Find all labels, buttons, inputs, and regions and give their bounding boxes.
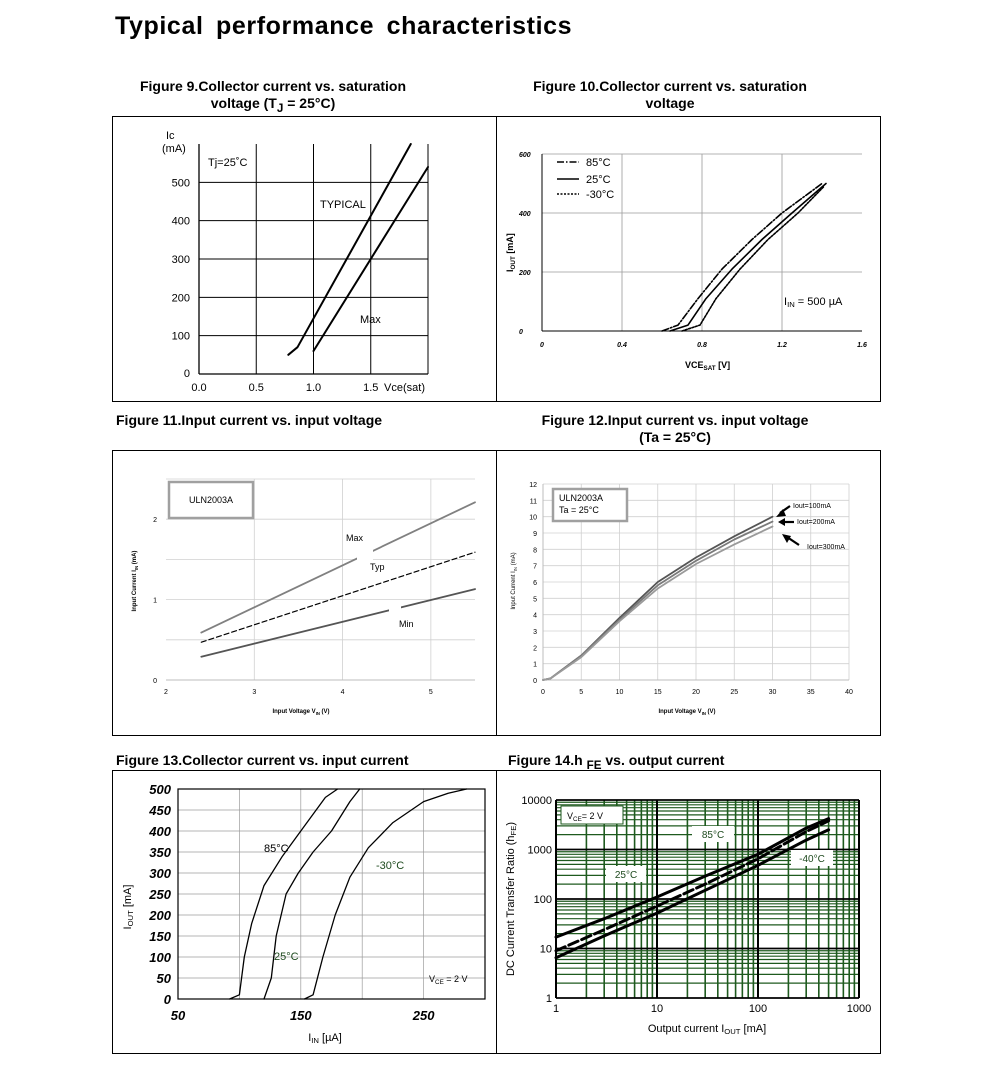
fig11-label-mask-max bbox=[357, 544, 373, 560]
fig14-ytick-label-3: 1000 bbox=[527, 844, 552, 857]
figure-9-title-line1: Figure 9.Collector current vs. saturation bbox=[139, 78, 407, 94]
fig12-ytick-label-3: 3 bbox=[533, 629, 537, 636]
fig13-ytick-label-8: 400 bbox=[149, 824, 171, 839]
fig14-label-neg40: -40°C bbox=[799, 854, 825, 865]
fig12-xtick-label-1: 5 bbox=[579, 689, 584, 696]
fig9-xtick-label-0: 0.0 bbox=[191, 382, 207, 394]
fig13-ytick-label-5: 250 bbox=[149, 887, 171, 902]
fig14-xtick-label-3: 1000 bbox=[846, 1003, 872, 1015]
fig10-legend-label-2: -30°C bbox=[586, 189, 615, 201]
fig12-ytick-label-0: 0 bbox=[533, 678, 537, 685]
fig11-label-max: Max bbox=[346, 533, 364, 543]
fig9-annotation: Tj=25˚C bbox=[208, 157, 248, 169]
fig11-series-typ bbox=[201, 552, 475, 642]
figure-12-title-line2: (Ta = 25°C) bbox=[639, 429, 711, 445]
fig13-label-85: 85°C bbox=[264, 843, 289, 855]
figure-13-title-line1: Figure 13.Collector current vs. input current bbox=[116, 752, 409, 768]
page-heading: Typical performance characteristics bbox=[115, 12, 573, 40]
fig13-ytick-label-1: 50 bbox=[156, 971, 171, 986]
fig11-ytick-label-2: 2 bbox=[153, 517, 157, 525]
fig11-xlabel: Input Voltage $V_{IN}$ (V) bbox=[272, 709, 330, 716]
fig9-ytick-label-1: 100 bbox=[171, 330, 190, 343]
figure-14-title-tail: vs. output current bbox=[601, 752, 725, 768]
fig12-ytick-label-12: 12 bbox=[529, 482, 537, 489]
fig11-ylabel: Input Current $I_{IN}$ (mA) bbox=[132, 550, 139, 612]
fig10-ylabel: $I_{OUT}$ [mA] bbox=[505, 233, 517, 272]
fig14-annotation: $V_{CE}= 2$ V bbox=[567, 811, 604, 823]
figure-12-title bbox=[500, 412, 850, 446]
fig13-xtick-label-2: 250 bbox=[412, 1008, 435, 1023]
fig13-ytick-label-2: 100 bbox=[149, 950, 171, 965]
fig12-xtick-label-5: 25 bbox=[730, 689, 739, 696]
fig10-xtick-label-2: 0.8 bbox=[697, 342, 707, 349]
fig11-xtick-label-1: 3 bbox=[252, 689, 257, 696]
fig10-series-0 bbox=[662, 184, 822, 332]
figure-11-title-line1: Figure 11.Input current vs. input voltage bbox=[116, 412, 383, 428]
fig12-ytick-label-10: 10 bbox=[529, 514, 537, 522]
fig13-ytick-label-9: 450 bbox=[149, 803, 171, 818]
fig12-ytick-label-5: 5 bbox=[533, 596, 537, 604]
figure-14-chart bbox=[497, 771, 880, 1053]
fig12-xtick-label-8: 40 bbox=[845, 689, 853, 696]
fig9-yunit: (mA) bbox=[162, 143, 186, 155]
fig13-xtick-label-0: 50 bbox=[170, 1008, 186, 1023]
fig10-xtick-label-1: 0.4 bbox=[617, 342, 627, 349]
fig12-ylabel: Input Current $I_{IN}$ (mA) bbox=[511, 552, 518, 610]
fig12-ytick-label-6: 6 bbox=[533, 580, 537, 587]
fig12-ytick-label-1: 1 bbox=[533, 661, 537, 669]
figure-9-title bbox=[112, 78, 434, 117]
fig13-xtick-label-1: 150 bbox=[289, 1008, 312, 1023]
fig9-ytick-label-4: 400 bbox=[171, 215, 190, 228]
fig9-label-typical: TYPICAL bbox=[320, 199, 366, 211]
fig14-label-25: 25°C bbox=[614, 870, 638, 881]
fig10-ytick-label-3: 600 bbox=[519, 152, 531, 159]
fig12-legend-box-line1: ULN2003A bbox=[559, 493, 604, 503]
fig14-ytick-label-0: 1 bbox=[545, 993, 552, 1005]
figure-14-title-text: Figure 14.h bbox=[508, 752, 583, 768]
fig9-ytick-label-3: 300 bbox=[171, 254, 190, 266]
fig12-series-label-2: Iout=300mA bbox=[807, 544, 845, 551]
figure-12-chart bbox=[497, 451, 880, 735]
fig9-xtick-label-1: 0.5 bbox=[248, 382, 264, 394]
figure-10-title-line1: Figure 10.Collector current vs. saturation bbox=[533, 78, 807, 94]
fig13-ytick-label-3: 150 bbox=[149, 929, 171, 944]
fig14-label-85: 85°C bbox=[701, 830, 725, 841]
fig9-xtick-label-3: 1.5 bbox=[363, 382, 379, 394]
fig13-ytick-label-10: 500 bbox=[149, 782, 171, 797]
fig12-xtick-label-2: 10 bbox=[615, 689, 624, 696]
fig9-series-typical bbox=[288, 144, 411, 355]
fig9-xlabel: Vce(sat) bbox=[384, 382, 425, 394]
fig14-xtick-label-1: 10 bbox=[650, 1003, 664, 1015]
figure-9-title-line2-tail: = 25°C) bbox=[283, 95, 336, 111]
fig10-xtick-label-0: 0 bbox=[540, 342, 544, 349]
fig12-xtick-label-4: 20 bbox=[692, 689, 700, 696]
fig10-ytick-label-0: 0 bbox=[519, 329, 523, 336]
fig9-ytick-label-0: 0 bbox=[183, 368, 190, 380]
fig12-ytick-label-9: 9 bbox=[533, 531, 537, 538]
fig12-ytick-label-8: 8 bbox=[533, 547, 537, 555]
fig13-label-25: 25°C bbox=[274, 951, 299, 963]
fig9-label-max: Max bbox=[360, 314, 381, 326]
fig14-xtick-label-0: 1 bbox=[552, 1003, 560, 1015]
figure-9-title-line2-text: voltage (T bbox=[210, 95, 277, 111]
fig13-ytick-label-0: 0 bbox=[163, 992, 171, 1007]
figure-10-chart bbox=[497, 117, 880, 401]
fig9-ytick-label-5: 500 bbox=[171, 177, 190, 190]
figure-11-title bbox=[116, 412, 446, 429]
fig11-label-mask-min bbox=[389, 603, 401, 613]
fig11-legend-box-label: ULN2003A bbox=[188, 495, 234, 505]
fig12-series-label-1: Iout=200mA bbox=[797, 519, 835, 526]
fig13-ytick-label-6: 300 bbox=[149, 866, 171, 881]
fig12-xtick-label-0: 0 bbox=[541, 689, 545, 696]
fig14-ytick-label-1: 10 bbox=[539, 943, 552, 956]
fig10-series-1 bbox=[670, 184, 826, 332]
figure-9-chart bbox=[113, 117, 496, 401]
fig14-xtick-label-2: 100 bbox=[748, 1003, 768, 1015]
figure-12-title-line1: Figure 12.Input current vs. input voltage bbox=[541, 412, 809, 428]
fig12-ytick-label-2: 2 bbox=[533, 645, 537, 653]
fig12-ytick-label-7: 7 bbox=[533, 563, 537, 571]
fig12-ytick-label-11: 11 bbox=[529, 498, 537, 506]
fig13-xlabel: IIN [µA] bbox=[308, 1032, 342, 1045]
fig14-ylabel: DC Current Transfer Ratio (hFE) bbox=[505, 821, 518, 977]
fig9-ytick-label-2: 200 bbox=[171, 292, 190, 305]
fig10-annotation: IIN = 500 µA bbox=[784, 296, 843, 309]
fig12-xtick-label-7: 35 bbox=[806, 689, 815, 696]
figure-13-title bbox=[116, 752, 476, 769]
fig11-xtick-label-2: 4 bbox=[340, 689, 345, 696]
fig11-xtick-label-3: 5 bbox=[428, 689, 433, 696]
fig10-ytick-label-2: 400 bbox=[519, 211, 531, 218]
fig10-series-2 bbox=[682, 186, 824, 331]
fig13-ylabel: IOUT [mA] bbox=[122, 884, 135, 930]
fig11-ytick-label-0: 0 bbox=[153, 678, 157, 685]
fig14-ytick-label-4: 10000 bbox=[521, 795, 552, 807]
fig12-series-label-0: Iout=100mA bbox=[793, 503, 831, 510]
figure-14-title-sub: FE bbox=[586, 758, 602, 772]
fig11-label-typ: Typ bbox=[370, 562, 385, 572]
fig10-legend-label-0: 85°C bbox=[586, 157, 611, 169]
figure-10-title-line2: voltage bbox=[645, 95, 695, 111]
fig14-xlabel: Output current IOUT [mA] bbox=[647, 1023, 767, 1036]
fig12-ytick-label-4: 4 bbox=[533, 612, 537, 620]
figure-9-title-line2 bbox=[112, 95, 434, 117]
figure-10-title bbox=[500, 78, 840, 112]
fig9-xtick-label-2: 1.0 bbox=[305, 382, 322, 394]
fig10-xlabel: $VCE_{SAT}$ [V] bbox=[685, 360, 731, 372]
figure-9-title-line2-sub: J bbox=[276, 101, 284, 115]
fig12-xtick-label-6: 30 bbox=[768, 689, 777, 696]
fig11-xtick-label-0: 2 bbox=[164, 689, 168, 696]
fig11-series-max bbox=[201, 502, 475, 632]
fig12-arrowhead-200 bbox=[778, 518, 785, 526]
fig9-ylabel: Ic bbox=[166, 130, 175, 142]
figure-11-chart bbox=[113, 451, 496, 735]
fig10-xtick-label-3: 1.2 bbox=[777, 342, 787, 349]
fig10-legend-label-1: 25°C bbox=[586, 174, 611, 186]
fig12-xlabel: Input Voltage $V_{IN}$ (V) bbox=[658, 709, 716, 716]
fig12-xtick-label-3: 15 bbox=[653, 689, 662, 696]
fig10-ytick-label-1: 200 bbox=[519, 270, 531, 277]
fig14-ytick-label-2: 100 bbox=[533, 894, 552, 906]
fig13-ytick-label-4: 200 bbox=[149, 908, 171, 923]
fig13-ytick-label-7: 350 bbox=[149, 845, 171, 860]
fig11-label-min: Min bbox=[399, 619, 414, 629]
fig10-xtick-label-4: 1.6 bbox=[857, 342, 867, 349]
fig12-legend-box-line2: Ta = 25°C bbox=[559, 505, 599, 515]
fig13-annotation: $V_{CE} = 2$ V bbox=[429, 974, 468, 986]
fig11-ytick-label-1: 1 bbox=[153, 597, 157, 605]
fig13-label-neg30: -30°C bbox=[376, 860, 405, 872]
figure-13-chart bbox=[113, 771, 496, 1053]
